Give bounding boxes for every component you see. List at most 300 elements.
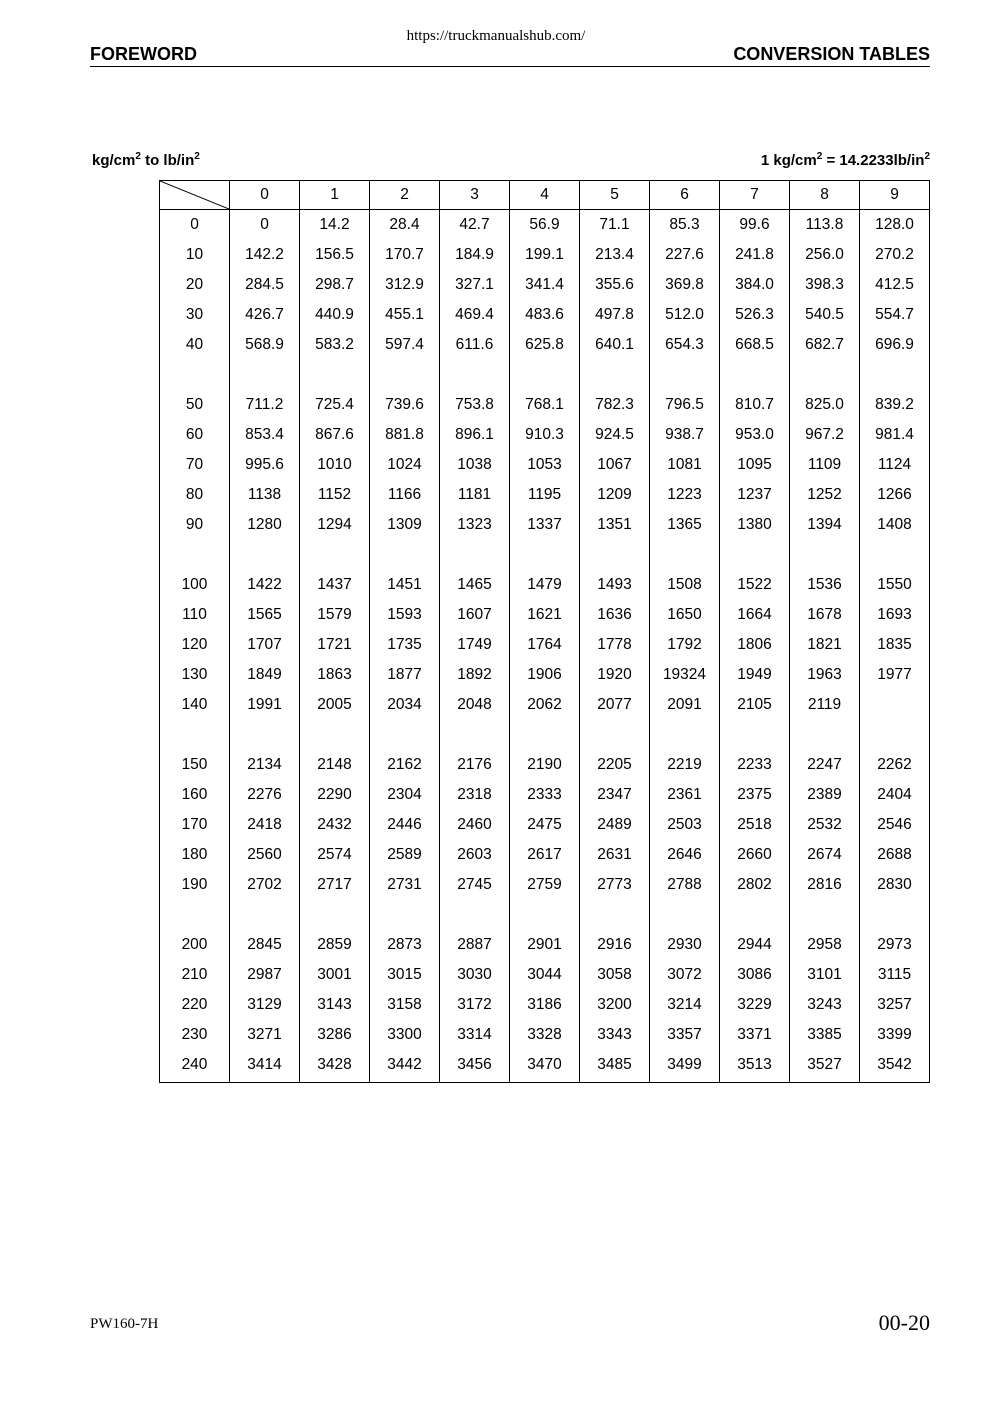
table-cell: 2816 (790, 870, 860, 900)
table-cell: 3456 (440, 1050, 510, 1083)
table-row (160, 720, 930, 750)
table-cell: 2518 (720, 810, 790, 840)
table-cell: 1508 (650, 570, 720, 600)
table-cell: 2916 (580, 930, 650, 960)
table-cell (790, 900, 860, 930)
table-cell (370, 540, 440, 570)
table-cell: 2048 (440, 690, 510, 720)
table-body (160, 210, 930, 1083)
table-cell: 2219 (650, 750, 720, 780)
table-cell: 839.2 (860, 390, 930, 420)
table-cell (300, 720, 370, 750)
table-cell: 2873 (370, 930, 440, 960)
table-cell (720, 900, 790, 930)
table-cell: 2674 (790, 840, 860, 870)
table-cell: 1707 (230, 630, 300, 660)
table-cell: 2944 (720, 930, 790, 960)
table-cell (440, 720, 510, 750)
table-row (160, 510, 930, 540)
table-cell (650, 360, 720, 390)
row-header-cell: 40 (160, 330, 230, 360)
table-cell: 1465 (440, 570, 510, 600)
table-row (160, 270, 930, 300)
column-header: 4 (510, 181, 580, 210)
table-cell: 2631 (580, 840, 650, 870)
table-cell: 1749 (440, 630, 510, 660)
table-cell: 853.4 (230, 420, 300, 450)
table-cell: 199.1 (510, 240, 580, 270)
table-cell: 3044 (510, 960, 580, 990)
table-cell: 2318 (440, 780, 510, 810)
table-cell: 696.9 (860, 330, 930, 360)
table-cell: 469.4 (440, 300, 510, 330)
table-row (160, 480, 930, 510)
table-cell: 1479 (510, 570, 580, 600)
row-header-cell: 180 (160, 840, 230, 870)
table-cell: 2276 (230, 780, 300, 810)
table-cell: 554.7 (860, 300, 930, 330)
table-row (160, 1050, 930, 1083)
row-header-cell: 170 (160, 810, 230, 840)
table-cell: 3072 (650, 960, 720, 990)
table-cell: 14.2 (300, 210, 370, 241)
table-cell: 142.2 (230, 240, 300, 270)
table-cell: 2418 (230, 810, 300, 840)
table-cell: 483.6 (510, 300, 580, 330)
table-row (160, 360, 930, 390)
table-cell: 2489 (580, 810, 650, 840)
table-cell: 1266 (860, 480, 930, 510)
table-cell: 1536 (790, 570, 860, 600)
row-header-cell: 100 (160, 570, 230, 600)
table-cell: 2731 (370, 870, 440, 900)
table-cell: 2830 (860, 870, 930, 900)
table-cell: 2745 (440, 870, 510, 900)
section-title: FOREWORD (90, 44, 197, 64)
table-cell: 412.5 (860, 270, 930, 300)
table-row (160, 810, 930, 840)
table-cell: 3158 (370, 990, 440, 1020)
table-cell: 384.0 (720, 270, 790, 300)
table-row (160, 240, 930, 270)
table-cell: 42.7 (440, 210, 510, 241)
table-cell: 1579 (300, 600, 370, 630)
table-cell: 3129 (230, 990, 300, 1020)
table-cell: 2176 (440, 750, 510, 780)
table-cell: 2005 (300, 690, 370, 720)
table-cell: 1252 (790, 480, 860, 510)
table-cell (580, 900, 650, 930)
table-cell: 2190 (510, 750, 580, 780)
table-cell: 910.3 (510, 420, 580, 450)
table-cell: 1977 (860, 660, 930, 690)
table-cell: 1991 (230, 690, 300, 720)
table-cell: 56.9 (510, 210, 580, 241)
table-cell: 2247 (790, 750, 860, 780)
table-cell (370, 900, 440, 930)
corner-cell (160, 181, 230, 210)
table-cell: 1664 (720, 600, 790, 630)
table-cell: 1394 (790, 510, 860, 540)
table-cell: 2062 (510, 690, 580, 720)
table-cell: 3442 (370, 1050, 440, 1083)
table-cell: 3001 (300, 960, 370, 990)
table-cell (580, 360, 650, 390)
table-cell: 1906 (510, 660, 580, 690)
table-cell (650, 540, 720, 570)
column-header: 9 (860, 181, 930, 210)
table-cell: 1636 (580, 600, 650, 630)
table-cell: 2788 (650, 870, 720, 900)
table-cell (300, 900, 370, 930)
table-cell: 3058 (580, 960, 650, 990)
source-url: https://truckmanualshub.com/ (406, 28, 586, 44)
table-cell: 3414 (230, 1050, 300, 1083)
row-header-cell: 90 (160, 510, 230, 540)
table-cell: 1010 (300, 450, 370, 480)
table-cell (860, 720, 930, 750)
table-cell (440, 360, 510, 390)
table-cell: 1380 (720, 510, 790, 540)
table-cell: 0 (230, 210, 300, 241)
table-cell: 2717 (300, 870, 370, 900)
table-cell (230, 720, 300, 750)
table-row (160, 600, 930, 630)
table-cell: 953.0 (720, 420, 790, 450)
table-row (160, 450, 930, 480)
column-header: 7 (720, 181, 790, 210)
row-header-cell: 140 (160, 690, 230, 720)
table-cell: 2688 (860, 840, 930, 870)
table-cell: 2646 (650, 840, 720, 870)
table-cell: 2233 (720, 750, 790, 780)
table-cell: 611.6 (440, 330, 510, 360)
table-cell: 426.7 (230, 300, 300, 330)
table-cell: 1678 (790, 600, 860, 630)
table-cell (440, 900, 510, 930)
table-cell: 1109 (790, 450, 860, 480)
table-cell: 2930 (650, 930, 720, 960)
table-cell (510, 540, 580, 570)
table-cell: 2901 (510, 930, 580, 960)
table-cell: 597.4 (370, 330, 440, 360)
table-cell (650, 720, 720, 750)
table-cell: 2162 (370, 750, 440, 780)
table-cell: 156.5 (300, 240, 370, 270)
table-row (160, 930, 930, 960)
table-cell: 640.1 (580, 330, 650, 360)
row-header-cell: 10 (160, 240, 230, 270)
table-cell: 2404 (860, 780, 930, 810)
table-row (160, 750, 930, 780)
table-cell: 1877 (370, 660, 440, 690)
table-cell: 2702 (230, 870, 300, 900)
table-cell: 298.7 (300, 270, 370, 300)
table-cell: 1721 (300, 630, 370, 660)
row-header-cell: 0 (160, 210, 230, 241)
table-cell: 2574 (300, 840, 370, 870)
table-cell: 924.5 (580, 420, 650, 450)
table-cell: 1835 (860, 630, 930, 660)
table-cell: 440.9 (300, 300, 370, 330)
table-cell (720, 540, 790, 570)
table-cell: 1138 (230, 480, 300, 510)
table-cell: 682.7 (790, 330, 860, 360)
table-cell: 2389 (790, 780, 860, 810)
table-cell: 71.1 (580, 210, 650, 241)
table-cell (230, 900, 300, 930)
table-row (160, 840, 930, 870)
table-cell: 782.3 (580, 390, 650, 420)
table-cell: 270.2 (860, 240, 930, 270)
table-cell: 512.0 (650, 300, 720, 330)
column-header: 1 (300, 181, 370, 210)
table-cell (510, 900, 580, 930)
table-cell: 341.4 (510, 270, 580, 300)
table-cell (860, 690, 930, 720)
table-cell: 3172 (440, 990, 510, 1020)
table-cell: 810.7 (720, 390, 790, 420)
table-cell: 3513 (720, 1050, 790, 1083)
table-cell: 2460 (440, 810, 510, 840)
row-header-cell: 80 (160, 480, 230, 510)
table-cell: 867.6 (300, 420, 370, 450)
row-header-cell (160, 900, 230, 930)
table-cell (650, 900, 720, 930)
table-cell: 256.0 (790, 240, 860, 270)
model-number: PW160-7H (90, 1316, 159, 1332)
table-cell: 2802 (720, 870, 790, 900)
table-cell (370, 360, 440, 390)
table-cell: 1621 (510, 600, 580, 630)
table-cell: 2077 (580, 690, 650, 720)
table-cell: 455.1 (370, 300, 440, 330)
table-cell: 1550 (860, 570, 930, 600)
table-cell: 3271 (230, 1020, 300, 1050)
table-cell: 1209 (580, 480, 650, 510)
table-cell: 2773 (580, 870, 650, 900)
column-header: 2 (370, 181, 440, 210)
row-header-cell: 190 (160, 870, 230, 900)
table-cell (860, 360, 930, 390)
table-cell: 227.6 (650, 240, 720, 270)
table-header-row (160, 181, 930, 210)
table-cell: 3257 (860, 990, 930, 1020)
row-header-cell: 120 (160, 630, 230, 660)
row-header-cell (160, 720, 230, 750)
table-cell: 3314 (440, 1020, 510, 1050)
conversion-table (159, 180, 930, 1083)
table-cell (510, 720, 580, 750)
table-cell (370, 720, 440, 750)
table-cell: 3470 (510, 1050, 580, 1083)
table-cell: 2347 (580, 780, 650, 810)
table-cell (230, 540, 300, 570)
table-cell: 3428 (300, 1050, 370, 1083)
table-cell: 1323 (440, 510, 510, 540)
table-cell: 2859 (300, 930, 370, 960)
table-cell: 2546 (860, 810, 930, 840)
table-cell: 3328 (510, 1020, 580, 1050)
table-cell: 739.6 (370, 390, 440, 420)
row-header-cell: 70 (160, 450, 230, 480)
row-header-cell (160, 540, 230, 570)
table-cell: 3357 (650, 1020, 720, 1050)
table-cell: 1764 (510, 630, 580, 660)
row-header-cell: 130 (160, 660, 230, 690)
column-header: 3 (440, 181, 510, 210)
table-cell: 2503 (650, 810, 720, 840)
table-row (160, 420, 930, 450)
table-cell: 1792 (650, 630, 720, 660)
table-cell: 2361 (650, 780, 720, 810)
row-header-cell: 220 (160, 990, 230, 1020)
table-cell: 3527 (790, 1050, 860, 1083)
table-cell: 497.8 (580, 300, 650, 330)
table-cell: 327.1 (440, 270, 510, 300)
table-cell: 3371 (720, 1020, 790, 1050)
table-cell: 1451 (370, 570, 440, 600)
table-cell: 3214 (650, 990, 720, 1020)
column-header: 8 (790, 181, 860, 210)
table-cell: 1863 (300, 660, 370, 690)
table-cell: 241.8 (720, 240, 790, 270)
page-header (90, 44, 930, 67)
table-caption: $kg/cm^2$ to $lb/in^2$ (92, 151, 200, 169)
table-cell: 3243 (790, 990, 860, 1020)
table-cell: 184.9 (440, 240, 510, 270)
table-cell: 1337 (510, 510, 580, 540)
table-cell: 2845 (230, 930, 300, 960)
table-cell: 1024 (370, 450, 440, 480)
table-cell: 1849 (230, 660, 300, 690)
table-cell: 3385 (790, 1020, 860, 1050)
diagonal-line (160, 181, 229, 209)
table-cell: 1166 (370, 480, 440, 510)
table-cell: 398.3 (790, 270, 860, 300)
table-cell: 2105 (720, 690, 790, 720)
table-cell: 1522 (720, 570, 790, 600)
table-row (160, 990, 930, 1020)
table-cell (580, 720, 650, 750)
table-cell: 2134 (230, 750, 300, 780)
table-cell: 3343 (580, 1020, 650, 1050)
row-header-cell: 160 (160, 780, 230, 810)
table-cell: 3499 (650, 1050, 720, 1083)
row-header-cell: 200 (160, 930, 230, 960)
table-cell: 3030 (440, 960, 510, 990)
row-header-cell (160, 360, 230, 390)
table-cell: 2304 (370, 780, 440, 810)
table-cell (860, 540, 930, 570)
table-cell: 725.4 (300, 390, 370, 420)
row-header-cell: 150 (160, 750, 230, 780)
row-header-cell: 30 (160, 300, 230, 330)
row-header-cell: 20 (160, 270, 230, 300)
table-cell: 995.6 (230, 450, 300, 480)
table-cell: 825.0 (790, 390, 860, 420)
table-cell (790, 720, 860, 750)
table-cell: 654.3 (650, 330, 720, 360)
page-number: 00-20 (878, 1310, 930, 1335)
table-cell (300, 540, 370, 570)
table-cell (720, 360, 790, 390)
table-cell: 170.7 (370, 240, 440, 270)
table-row (160, 1020, 930, 1050)
table-cell: 1408 (860, 510, 930, 540)
table-cell: 369.8 (650, 270, 720, 300)
table-cell: 19324 (650, 660, 720, 690)
table-row (160, 660, 930, 690)
table-cell: 2262 (860, 750, 930, 780)
table-row (160, 630, 930, 660)
table-cell: 1351 (580, 510, 650, 540)
table-cell: 1223 (650, 480, 720, 510)
table-row (160, 870, 930, 900)
table-cell: 1280 (230, 510, 300, 540)
table-cell: 3143 (300, 990, 370, 1020)
table-cell: 540.5 (790, 300, 860, 330)
row-header-cell: 230 (160, 1020, 230, 1050)
table-cell: 3101 (790, 960, 860, 990)
table-cell: 1920 (580, 660, 650, 690)
table-cell (720, 720, 790, 750)
table-row (160, 960, 930, 990)
table-cell: 967.2 (790, 420, 860, 450)
table-cell: 1081 (650, 450, 720, 480)
table-row (160, 210, 930, 241)
table-cell: 3542 (860, 1050, 930, 1083)
table-cell (230, 360, 300, 390)
table-cell: 1422 (230, 570, 300, 600)
table-cell: 1095 (720, 450, 790, 480)
table-cell: 753.8 (440, 390, 510, 420)
table-cell: 1650 (650, 600, 720, 630)
table-cell: 2603 (440, 840, 510, 870)
table-cell: 1294 (300, 510, 370, 540)
table-cell: 1365 (650, 510, 720, 540)
table-cell: 3086 (720, 960, 790, 990)
table-cell: 2660 (720, 840, 790, 870)
table-cell: 1067 (580, 450, 650, 480)
table-cell: 711.2 (230, 390, 300, 420)
table-cell: 3015 (370, 960, 440, 990)
table-cell: 2560 (230, 840, 300, 870)
column-header: 5 (580, 181, 650, 210)
table-cell: 1038 (440, 450, 510, 480)
column-header: 0 (230, 181, 300, 210)
table-cell: 2589 (370, 840, 440, 870)
table-cell: 2091 (650, 690, 720, 720)
table-cell: 2617 (510, 840, 580, 870)
table-cell: 3115 (860, 960, 930, 990)
table-cell: 1949 (720, 660, 790, 690)
table-cell: 2475 (510, 810, 580, 840)
table-cell: 896.1 (440, 420, 510, 450)
table-cell: 2290 (300, 780, 370, 810)
table-cell: 1693 (860, 600, 930, 630)
table-cell (790, 360, 860, 390)
table-cell: 2375 (720, 780, 790, 810)
table-cell: 1607 (440, 600, 510, 630)
table-cell: 312.9 (370, 270, 440, 300)
table-cell: 881.8 (370, 420, 440, 450)
table-cell: 768.1 (510, 390, 580, 420)
table-cell: 3485 (580, 1050, 650, 1083)
table-cell: 1963 (790, 660, 860, 690)
row-header-cell: 50 (160, 390, 230, 420)
table-cell: 3186 (510, 990, 580, 1020)
